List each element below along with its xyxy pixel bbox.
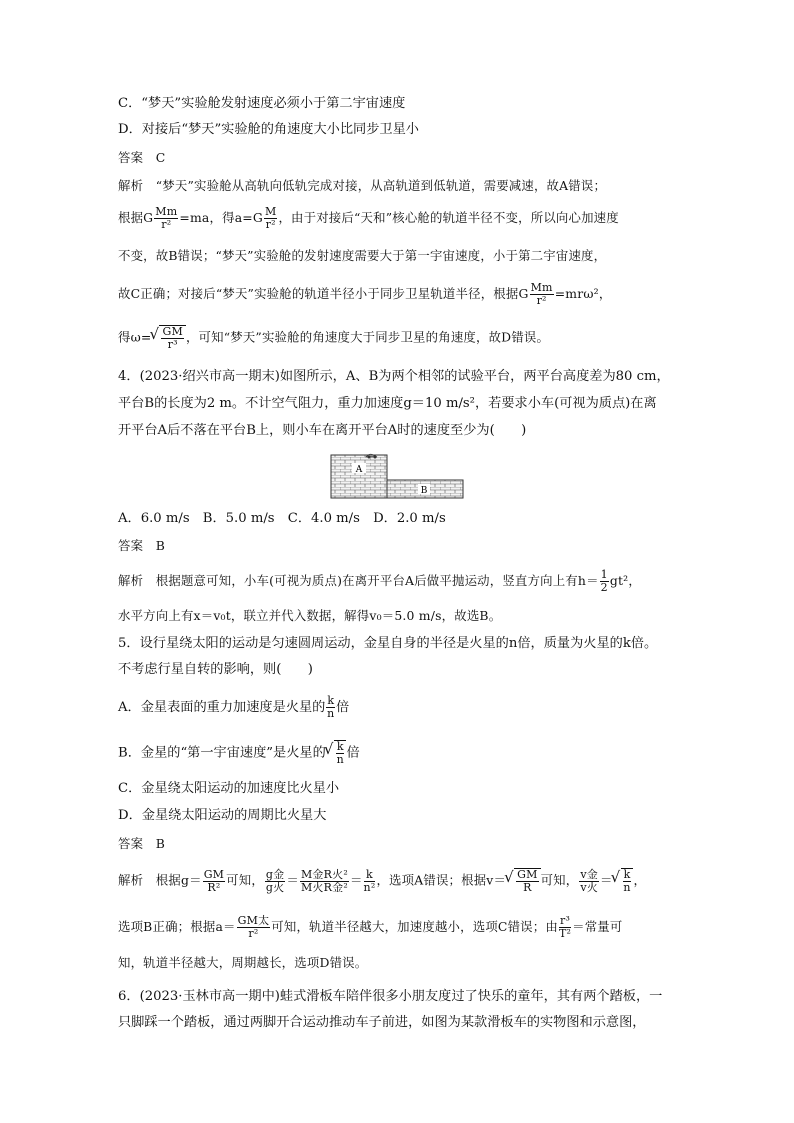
frac-den: g火	[265, 880, 285, 894]
label-a: A	[355, 465, 363, 475]
frac-num: GM	[203, 867, 225, 881]
q6-stem-line2: 只脚踩一个踏板，通过两脚开合运动推动车子前进，如图为某款滑板车的实物图和示意图，	[118, 1015, 646, 1030]
frac-num: k	[327, 694, 335, 707]
text-fragment: 可知，轨道半径越大，加速度越小，选项C错误；由	[271, 919, 558, 934]
text-fragment: 倍	[336, 700, 350, 715]
frac-den: R²	[207, 880, 221, 894]
text-fragment: B．金星的“第一宇宙速度”是火星的	[118, 745, 326, 761]
frac-num: v金	[580, 867, 598, 881]
q3-option-c: C．“梦天”实验舱发射速度必须小于第二宇宙速度	[118, 96, 406, 111]
text-fragment: 故C正确；对接后“梦天”实验舱的轨道半径小于同步卫星轨道半径，根据G	[118, 286, 529, 301]
fraction-GM-r3	[161, 326, 183, 351]
frac-den: 2	[600, 581, 608, 594]
q3-analysis-line4	[118, 282, 611, 307]
q5-stem-line1: 5．设行星绕太阳的运动是匀速圆周运动，金星自身的半径是火星的n倍，质量为火星的k倍。	[118, 636, 658, 651]
text-fragment: 可知，	[540, 872, 579, 888]
frac-num: M	[264, 205, 277, 218]
text-fragment: gt²，	[609, 573, 641, 588]
fraction-v-ratio	[579, 869, 599, 894]
text-fragment: 解析 根据g＝	[118, 872, 202, 888]
text-fragment: 可知，	[226, 872, 264, 888]
text-fragment: ＝常量可	[572, 919, 623, 934]
fraction-k-n2	[364, 869, 376, 894]
q4-stem-line3: 开平台A后不落在平台B上，则小车在离开平台A时的速度至少为( )	[118, 423, 527, 438]
sqrt-symbol	[514, 868, 540, 894]
text-fragment: 解析 根据题意可知，小车(可视为质点)在离开平台A后做平抛运动，竖直方向上有h＝	[118, 573, 599, 588]
q3-analysis-line1: 解析 “梦天”实验舱从高轨向低轨完成对接，从高轨道到低轨道，需要减速，故A错误；	[118, 178, 607, 193]
frac-den: n	[336, 753, 344, 766]
fraction-r3-T2	[559, 915, 571, 940]
q4-answer: 答案 B	[118, 538, 166, 553]
frac-num: M金R火²	[300, 867, 348, 881]
frac-den: r³	[167, 338, 178, 351]
q5-option-a	[118, 695, 349, 720]
text-fragment: ，可知“梦天”实验舱的角速度大于同步卫星的角速度，故D错误。	[185, 329, 550, 345]
frac-num: √ k	[336, 740, 344, 753]
text-fragment: ＝	[286, 872, 299, 888]
q5-analysis-line1	[118, 868, 646, 894]
frac-den: v火	[580, 880, 598, 894]
text-fragment: ，由于对接后“天和”核心舱的轨道半径不变，所以向心加速度	[278, 210, 619, 225]
text-fragment: =mrω²，	[554, 286, 612, 301]
wheel-icon	[374, 456, 377, 459]
fraction-Mm-r2	[530, 282, 554, 307]
frac-num: Mm	[155, 205, 178, 218]
q4-analysis-line2: 水平方向上有x＝v₀t，联立并代入数据，解得v₀＝5.0 m/s，故选B。	[118, 608, 502, 623]
q3-analysis-line2	[118, 206, 619, 231]
platform-diagram	[330, 451, 464, 499]
fraction-k-n	[623, 869, 632, 894]
frac-den: n	[327, 707, 335, 720]
frac-num: GM太	[237, 914, 270, 927]
q5-option-d: D．金星绕太阳运动的周期比火星大	[118, 808, 327, 823]
q5-answer: 答案 B	[118, 836, 166, 851]
frac-num: g金	[265, 867, 285, 881]
fraction-k-n	[336, 741, 345, 766]
sqrt-symbol	[334, 740, 347, 766]
frac-num: r³	[560, 914, 571, 927]
frac-den: M火R金²	[300, 880, 348, 894]
text-fragment: 倍	[346, 745, 360, 761]
text-fragment: ＝	[599, 872, 613, 888]
q3-answer: 答案 C	[118, 150, 166, 165]
frac-den: r²	[536, 294, 547, 307]
q6-stem-line1: 6．(2023·玉林市高一期中)蛙式滑板车陪伴很多小朋友度过了快乐的童年，其有两个踏板，一	[118, 989, 663, 1004]
text-fragment: 根据G	[118, 210, 154, 225]
q3-option-d: D．对接后“梦天”实验舱的角速度大小比同步卫星小	[118, 122, 419, 137]
frac-num: Mm	[530, 281, 553, 294]
frac-den: r²	[161, 218, 172, 231]
fraction-GM-R	[516, 869, 538, 894]
platform-a	[331, 455, 387, 498]
q5-analysis-line3: 知，轨道半径越大，周期越长，选项D错误。	[118, 955, 368, 970]
text-fragment: =ma，得a=G	[179, 210, 263, 225]
fraction-M-r2	[264, 206, 277, 231]
frac-num: k	[364, 869, 376, 882]
frac-den: r²	[265, 218, 276, 231]
wheel-icon	[368, 456, 371, 459]
label-b: B	[420, 486, 428, 496]
frac-den: r²	[248, 927, 259, 940]
text-fragment: ＝	[349, 872, 363, 888]
text-fragment: A．金星表面的重力加速度是火星的	[118, 700, 326, 715]
q3-analysis-line5	[118, 325, 549, 351]
sqrt-symbol	[621, 868, 634, 894]
text-fragment: ，选项A错误；根据v＝	[376, 872, 507, 888]
fraction-Mm-r2	[154, 206, 178, 231]
q5-stem-line2: 不考虑行星自转的影响，则( )	[118, 662, 313, 677]
frac-den: n	[623, 881, 631, 894]
q4-stem-line1: 4．(2023·绍兴市高一期末)如图所示，A、B为两个相邻的试验平台，两平台高度差为80 cm，	[118, 369, 670, 384]
fraction-GM-r2	[237, 915, 271, 940]
frac-num: √ GM	[517, 868, 538, 881]
frac-den: T²	[558, 927, 572, 940]
q4-stem-line2: 平台B的长度为2 m。不计空气阻力，重力加速度g＝10 m/s²，若要求小车(可视为质点)在离	[118, 396, 657, 411]
q4-analysis-line1	[118, 569, 641, 594]
frac-den: R	[523, 881, 532, 894]
fraction-k-n	[326, 695, 335, 720]
fraction-MR-ratio	[300, 869, 349, 894]
q4-options: A．6.0 m/s B．5.0 m/s C．4.0 m/s D．2.0 m/s	[118, 511, 446, 526]
frac-num: 1	[600, 568, 608, 581]
q5-option-c: C．金星绕太阳运动的加速度比火星小	[118, 781, 340, 796]
frac-num: √ GM	[162, 325, 183, 338]
frac-den: n²	[363, 880, 376, 894]
fraction-1-2	[600, 569, 609, 594]
q3-analysis-line3: 不变，故B错误；“梦天”实验舱的发射速度需要大于第一宇宙速度，小于第二宇宙速度，	[118, 248, 607, 263]
text-fragment: 得ω=	[118, 329, 152, 345]
text-fragment: ，	[633, 872, 647, 888]
frac-num: √ k	[623, 868, 631, 881]
fraction-g-ratio	[265, 869, 285, 894]
fraction-GM-R2	[203, 869, 225, 894]
sqrt-symbol	[159, 325, 185, 351]
q5-option-b	[118, 740, 360, 766]
text-fragment: 选项B正确；根据a＝	[118, 919, 236, 934]
q5-analysis-line2	[118, 915, 623, 940]
